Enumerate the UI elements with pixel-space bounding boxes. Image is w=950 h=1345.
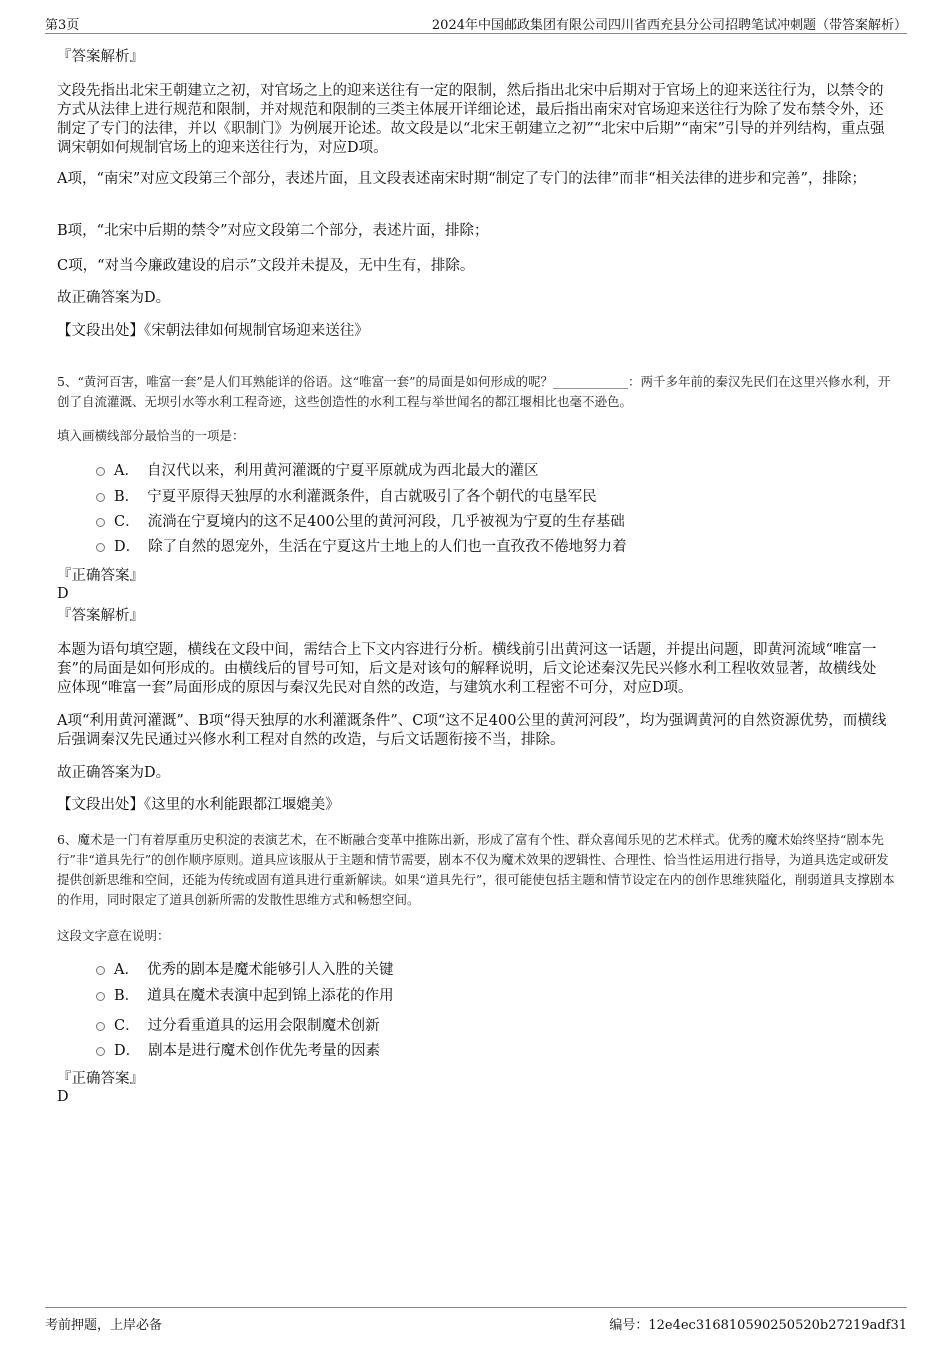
q5-analysis-label: 『答案解析』 (57, 608, 144, 624)
q6-answer-value: D (57, 1089, 69, 1105)
radio-icon[interactable] (96, 1022, 105, 1031)
option-key: B． (114, 489, 140, 505)
header-divider (45, 33, 907, 34)
radio-icon[interactable] (96, 1047, 105, 1056)
radio-icon[interactable] (96, 992, 105, 1001)
q5-option-b[interactable] (96, 487, 597, 507)
option-text: 过分看重道具的运用会限制魔术创新 (147, 1018, 380, 1034)
q4-analysis-label: 『答案解析』 (57, 49, 144, 65)
q5-answer-label: 『正确答案』 (57, 568, 144, 584)
footer-slogan: 考前押题，上岸必备 (45, 1318, 163, 1333)
footer-divider (45, 1307, 907, 1308)
radio-icon[interactable] (96, 543, 105, 552)
q5-analysis-paragraph-1: 本题为语句填空题，横线在文段中间，需结合上下文内容进行分析。横线前引出黄河这一话题，并提出问题，即黄河流域“唯富一套”的局面是如何形成的。由横线后的冒号可知，后文是对该句的解释说明，后文论述秦汉先民兴修水利工程收效显著，故横线处应体现“唯富一套”局面形成的原因与秦汉先民对自然的改造，与建筑水利工程密不可分，对应D项。 (57, 642, 877, 696)
option-text: 道具在魔术表演中起到锦上添花的作用 (147, 988, 394, 1004)
option-key: B． (114, 988, 140, 1004)
q4-answer-conclusion: 故正确答案为D。 (57, 290, 171, 306)
q4-analysis-paragraph-4: C项，“对当今廉政建设的启示”文段并未提及，无中生有，排除。 (57, 258, 475, 274)
radio-icon[interactable] (96, 518, 105, 527)
q5-source: 【文段出处】《这里的水利能跟都江堰媲美》 (57, 797, 340, 813)
radio-icon[interactable] (96, 467, 105, 476)
radio-icon[interactable] (96, 966, 105, 975)
option-key: C． (114, 1018, 140, 1034)
q6-answer-label: 『正确答案』 (57, 1071, 144, 1087)
option-text: 流淌在宁夏境内的这不足400公里的黄河河段，几乎被视为宁夏的生存基础 (147, 514, 625, 530)
q5-prompt: 填入画横线部分最恰当的一项是： (57, 428, 245, 443)
q4-analysis-paragraph-2: A项，“南宋”对应文段第三个部分，表述片面，且文段表述南宋时期“制定了专门的法律”而非“相关法律的进步和完善”，排除； (57, 171, 866, 187)
option-key: A． (114, 962, 139, 978)
option-key: D． (114, 1043, 141, 1059)
option-text: 剧本是进行魔术创作优先考量的因素 (148, 1043, 381, 1059)
q6-option-a[interactable] (96, 960, 393, 980)
q5-option-d[interactable] (96, 537, 627, 557)
q5-option-a[interactable] (96, 461, 538, 481)
option-text: 优秀的剧本是魔术能够引人入胜的关键 (146, 962, 394, 978)
q6-prompt: 这段文字意在说明： (57, 928, 170, 943)
q6-option-c[interactable] (96, 1016, 380, 1036)
page-number: 第3页 (45, 18, 80, 33)
q6-option-b[interactable] (96, 986, 394, 1006)
q5-stem: 5、“黄河百害，唯富一套”是人们耳熟能详的俗语。这“唯富一套”的局面是如何形成的呢？____________：两千多年前的秦汉先民们在这里兴修水利，开创了自流灌溉、无坝引水等水利工程奇迹，这些创造性的水利工程与举世闻名的都江堰相比也毫不逊色。 (57, 374, 891, 409)
q4-analysis-paragraph-1: 文段先指出北宋王朝建立之初，对官场之上的迎来送往有一定的限制，然后指出北宋中后期对于官场上的迎来送往行为，以禁令的方式从法律上进行规范和限制，并对规范和限制的三类主体展开详细论述，最后指出南宋对官场迎来送往行为除了发布禁令外，还制定了专门的法律，并以《职制门》为例展开论述。故文段是以“北宋王朝建立之初”“北宋中后期”“南宋”引导的并列结构，重点强调宋朝如何规制官场上的迎来送往行为，对应D项。 (57, 83, 885, 156)
q5-answer-value: D (57, 586, 69, 602)
q5-answer-conclusion: 故正确答案为D。 (57, 765, 171, 781)
radio-icon[interactable] (96, 493, 105, 502)
option-text: 自汉代以来，利用黄河灌溉的宁夏平原就成为西北最大的灌区 (146, 463, 539, 479)
q6-stem: 6、魔术是一门有着厚重历史积淀的表演艺术，在不断融合变革中推陈出新，形成了富有个性、群众喜闻乐见的艺术样式。优秀的魔术始终坚持“剧本先行”非“道具先行”的创作顺序原则。道具应该服从于主题和情节需要，剧本不仅为魔术效果的逻辑性、合理性、恰当性运用进行指导，为道具选定或研发提供创新思维和空间，还能为传统或固有道具进行重新解读。如果“道具先行”，很可能使包括主题和情节设定在内的创作思维狭隘化，削弱道具支撑剧本的作用，同时限定了道具创新所需的发散性思维方式和畅想空间。 (57, 832, 895, 907)
q4-analysis-paragraph-3: B项，“北宋中后期的禁令”对应文段第二个部分，表述片面，排除； (57, 223, 489, 239)
option-key: D． (114, 539, 141, 555)
option-text: 除了自然的恩宠外，生活在宁夏这片土地上的人们也一直孜孜不倦地努力着 (148, 539, 627, 555)
footer-code: 编号：12e4ec316810590250520b27219adf31 (609, 1318, 907, 1333)
option-key: A． (114, 463, 139, 479)
option-key: C． (114, 514, 140, 530)
q4-source: 【文段出处】《宋朝法律如何规制官场迎来送往》 (57, 323, 369, 339)
document-title: 2024年中国邮政集团有限公司四川省西充县分公司招聘笔试冲刺题（带答案解析） (431, 18, 907, 33)
q5-option-c[interactable] (96, 512, 625, 532)
q5-analysis-paragraph-2: A项“利用黄河灌溉”、B项“得天独厚的水利灌溉条件”、C项“这不足400公里的黄河河段”，均为强调黄河的自然资源优势，而横线后强调秦汉先民通过兴修水利工程对自然的改造，与后文话题衔接不当，排除。 (57, 713, 887, 748)
option-text: 宁夏平原得天独厚的水利灌溉条件，自古就吸引了各个朝代的屯垦军民 (147, 489, 597, 505)
q6-option-d[interactable] (96, 1041, 380, 1061)
